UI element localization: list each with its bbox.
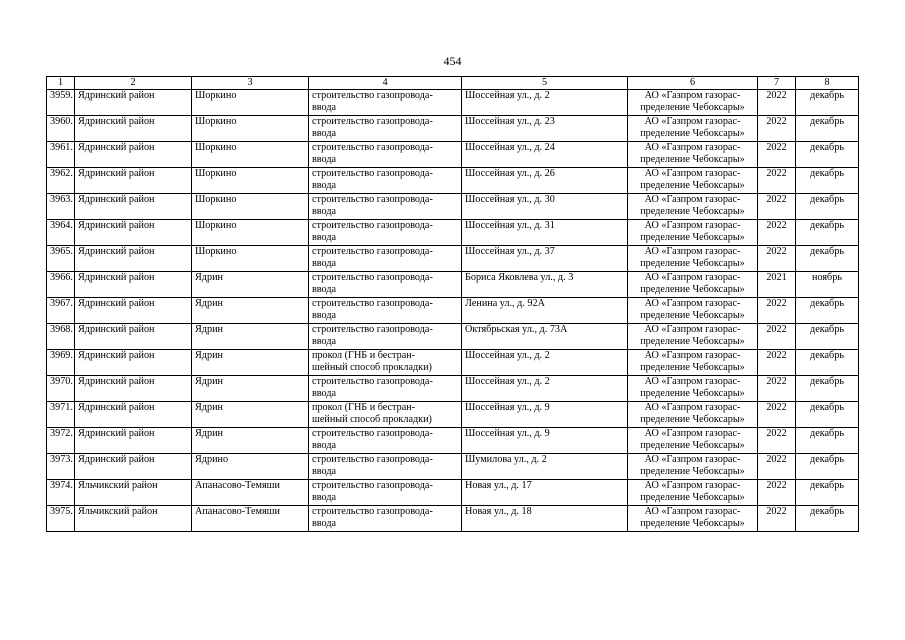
column-header-5: 5: [462, 77, 628, 90]
organization-cell-line-1: АО «Газпром газорас-: [644, 194, 741, 205]
table-row: [47, 246, 859, 272]
table-row: [47, 324, 859, 350]
organization-cell: [628, 168, 758, 194]
year-cell: 2022: [758, 142, 796, 168]
organization-cell: [628, 454, 758, 480]
month-cell: декабрь: [796, 194, 859, 220]
work-type-cell-line-1: строительство газопровода-: [312, 298, 433, 309]
work-type-cell: [309, 272, 462, 298]
work-type-cell: [309, 324, 462, 350]
district-cell: Ядринский район: [75, 272, 192, 298]
organization-cell-line-2: пределение Чебоксары»: [640, 414, 745, 426]
work-type-cell-line-2: ввода: [312, 336, 337, 348]
organization-cell-line-2: пределение Чебоксары»: [640, 362, 745, 374]
organization-cell: [628, 350, 758, 376]
work-type-cell: [309, 506, 462, 532]
year-cell: 2022: [758, 194, 796, 220]
year-cell: 2022: [758, 454, 796, 480]
row-number: 3969.: [47, 350, 75, 376]
district-cell: Ядринский район: [75, 168, 192, 194]
row-number: 3974.: [47, 480, 75, 506]
work-type-cell-line-2: ввода: [312, 128, 337, 140]
work-type-cell: [309, 350, 462, 376]
work-type-cell-line-2: ввода: [312, 466, 337, 478]
settlement-cell: Шоркино: [192, 194, 309, 220]
address-cell: Новая ул., д. 18: [462, 506, 628, 532]
year-cell: 2022: [758, 168, 796, 194]
organization-cell: [628, 480, 758, 506]
address-cell: Бориса Яковлева ул., д. 3: [462, 272, 628, 298]
organization-cell-line-2: пределение Чебоксары»: [640, 492, 745, 504]
month-cell: декабрь: [796, 402, 859, 428]
work-type-cell: [309, 428, 462, 454]
organization-cell-line-2: пределение Чебоксары»: [640, 284, 745, 296]
address-cell: Шоссейная ул., д. 31: [462, 220, 628, 246]
year-cell: 2022: [758, 298, 796, 324]
organization-cell-line-1: АО «Газпром газорас-: [644, 298, 741, 309]
month-cell: декабрь: [796, 90, 859, 116]
table-body: [47, 90, 859, 532]
work-type-cell-line-1: строительство газопровода-: [312, 116, 433, 127]
settlement-cell: Ядрино: [192, 454, 309, 480]
district-cell: Яльчикский район: [75, 506, 192, 532]
organization-cell-line-2: пределение Чебоксары»: [640, 154, 745, 166]
district-cell: Ядринский район: [75, 350, 192, 376]
work-type-cell-line-1: строительство газопровода-: [312, 220, 433, 231]
organization-cell-line-2: пределение Чебоксары»: [640, 466, 745, 478]
organization-cell-line-2: пределение Чебоксары»: [640, 440, 745, 452]
settlement-cell: Ядрин: [192, 376, 309, 402]
year-cell: 2022: [758, 116, 796, 142]
organization-cell-line-1: АО «Газпром газорас-: [644, 324, 741, 335]
row-number: 3962.: [47, 168, 75, 194]
settlement-cell: Шоркино: [192, 220, 309, 246]
year-cell: 2022: [758, 90, 796, 116]
month-cell: декабрь: [796, 350, 859, 376]
address-cell: Шоссейная ул., д. 9: [462, 428, 628, 454]
district-cell: Ядринский район: [75, 402, 192, 428]
district-cell: Ядринский район: [75, 454, 192, 480]
registry-table: [46, 76, 859, 532]
district-cell: Ядринский район: [75, 194, 192, 220]
address-cell: Шоссейная ул., д. 24: [462, 142, 628, 168]
work-type-cell-line-1: строительство газопровода-: [312, 376, 433, 387]
organization-cell: [628, 506, 758, 532]
column-header-6: 6: [628, 77, 758, 90]
work-type-cell-line-2: ввода: [312, 154, 337, 166]
column-header-1: 1: [47, 77, 75, 90]
work-type-cell-line-2: шейный способ прокладки): [312, 362, 432, 374]
organization-cell-line-1: АО «Газпром газорас-: [644, 428, 741, 439]
work-type-cell-line-2: ввода: [312, 206, 337, 218]
district-cell: Ядринский район: [75, 90, 192, 116]
settlement-cell: Шоркино: [192, 116, 309, 142]
column-header-2: 2: [75, 77, 192, 90]
organization-cell-line-1: АО «Газпром газорас-: [644, 376, 741, 387]
month-cell: декабрь: [796, 116, 859, 142]
work-type-cell: [309, 480, 462, 506]
organization-cell-line-2: пределение Чебоксары»: [640, 180, 745, 192]
work-type-cell-line-1: прокол (ГНБ и бестран-: [312, 402, 416, 413]
table-row: [47, 142, 859, 168]
table-row: [47, 194, 859, 220]
row-number: 3966.: [47, 272, 75, 298]
organization-cell: [628, 116, 758, 142]
district-cell: Ядринский район: [75, 220, 192, 246]
settlement-cell: Шоркино: [192, 168, 309, 194]
row-number: 3967.: [47, 298, 75, 324]
work-type-cell: [309, 402, 462, 428]
month-cell: декабрь: [796, 480, 859, 506]
address-cell: Шоссейная ул., д. 9: [462, 402, 628, 428]
organization-cell-line-2: пределение Чебоксары»: [640, 518, 745, 530]
work-type-cell-line-2: ввода: [312, 232, 337, 244]
row-number: 3960.: [47, 116, 75, 142]
settlement-cell: Шоркино: [192, 142, 309, 168]
work-type-cell-line-2: ввода: [312, 180, 337, 192]
organization-cell-line-1: АО «Газпром газорас-: [644, 220, 741, 231]
row-number: 3965.: [47, 246, 75, 272]
organization-cell: [628, 298, 758, 324]
work-type-cell-line-2: ввода: [312, 440, 337, 452]
organization-cell-line-1: АО «Газпром газорас-: [644, 142, 741, 153]
settlement-cell: Ядрин: [192, 350, 309, 376]
column-header-7: 7: [758, 77, 796, 90]
work-type-cell-line-1: строительство газопровода-: [312, 272, 433, 283]
address-cell: Октябрьская ул., д. 73А: [462, 324, 628, 350]
row-number: 3968.: [47, 324, 75, 350]
work-type-cell-line-1: строительство газопровода-: [312, 324, 433, 335]
year-cell: 2021: [758, 272, 796, 298]
year-cell: 2022: [758, 376, 796, 402]
settlement-cell: Апанасово-Темяши: [192, 480, 309, 506]
settlement-cell: Ядрин: [192, 298, 309, 324]
organization-cell: [628, 272, 758, 298]
year-cell: 2022: [758, 324, 796, 350]
row-number: 3973.: [47, 454, 75, 480]
table-row: [47, 220, 859, 246]
row-number: 3963.: [47, 194, 75, 220]
organization-cell-line-1: АО «Газпром газорас-: [644, 116, 741, 127]
year-cell: 2022: [758, 428, 796, 454]
district-cell: Яльчикский район: [75, 480, 192, 506]
row-number: 3972.: [47, 428, 75, 454]
address-cell: Шоссейная ул., д. 2: [462, 90, 628, 116]
work-type-cell-line-1: строительство газопровода-: [312, 454, 433, 465]
organization-cell-line-2: пределение Чебоксары»: [640, 336, 745, 348]
work-type-cell-line-1: прокол (ГНБ и бестран-: [312, 350, 416, 361]
month-cell: декабрь: [796, 376, 859, 402]
work-type-cell-line-1: строительство газопровода-: [312, 428, 433, 439]
settlement-cell: Ядрин: [192, 272, 309, 298]
settlement-cell: Шоркино: [192, 90, 309, 116]
month-cell: ноябрь: [796, 272, 859, 298]
table-row: [47, 116, 859, 142]
work-type-cell-line-1: строительство газопровода-: [312, 168, 433, 179]
organization-cell: [628, 246, 758, 272]
organization-cell-line-2: пределение Чебоксары»: [640, 232, 745, 244]
address-cell: Новая ул., д. 17: [462, 480, 628, 506]
organization-cell-line-2: пределение Чебоксары»: [640, 310, 745, 322]
work-type-cell: [309, 246, 462, 272]
work-type-cell-line-2: шейный способ прокладки): [312, 414, 432, 426]
year-cell: 2022: [758, 480, 796, 506]
organization-cell: [628, 376, 758, 402]
table-row: [47, 428, 859, 454]
work-type-cell-line-1: строительство газопровода-: [312, 194, 433, 205]
work-type-cell: [309, 298, 462, 324]
table-row: [47, 480, 859, 506]
address-cell: Шоссейная ул., д. 23: [462, 116, 628, 142]
work-type-cell: [309, 454, 462, 480]
organization-cell-line-1: АО «Газпром газорас-: [644, 350, 741, 361]
organization-cell-line-1: АО «Газпром газорас-: [644, 90, 741, 101]
address-cell: Шоссейная ул., д. 30: [462, 194, 628, 220]
table-row: [47, 402, 859, 428]
organization-cell: [628, 428, 758, 454]
work-type-cell-line-2: ввода: [312, 284, 337, 296]
month-cell: декабрь: [796, 246, 859, 272]
work-type-cell-line-2: ввода: [312, 388, 337, 400]
address-cell: Шоссейная ул., д. 2: [462, 350, 628, 376]
district-cell: Ядринский район: [75, 142, 192, 168]
row-number: 3970.: [47, 376, 75, 402]
organization-cell-line-1: АО «Газпром газорас-: [644, 402, 741, 413]
work-type-cell: [309, 168, 462, 194]
work-type-cell-line-2: ввода: [312, 310, 337, 322]
organization-cell: [628, 402, 758, 428]
month-cell: декабрь: [796, 168, 859, 194]
work-type-cell-line-1: строительство газопровода-: [312, 90, 433, 101]
organization-cell-line-2: пределение Чебоксары»: [640, 128, 745, 140]
year-cell: 2022: [758, 402, 796, 428]
table-row: [47, 90, 859, 116]
table-row: [47, 454, 859, 480]
settlement-cell: Ядрин: [192, 402, 309, 428]
organization-cell-line-1: АО «Газпром газорас-: [644, 168, 741, 179]
work-type-cell-line-2: ввода: [312, 518, 337, 530]
organization-cell-line-1: АО «Газпром газорас-: [644, 454, 741, 465]
work-type-cell-line-2: ввода: [312, 492, 337, 504]
month-cell: декабрь: [796, 142, 859, 168]
work-type-cell-line-1: строительство газопровода-: [312, 246, 433, 257]
column-header-8: 8: [796, 77, 859, 90]
month-cell: декабрь: [796, 454, 859, 480]
organization-cell: [628, 324, 758, 350]
work-type-cell: [309, 116, 462, 142]
organization-cell-line-1: АО «Газпром газорас-: [644, 480, 741, 491]
district-cell: Ядринский район: [75, 324, 192, 350]
organization-cell: [628, 194, 758, 220]
settlement-cell: Апанасово-Темяши: [192, 506, 309, 532]
work-type-cell-line-1: строительство газопровода-: [312, 480, 433, 491]
year-cell: 2022: [758, 220, 796, 246]
organization-cell-line-2: пределение Чебоксары»: [640, 102, 745, 114]
organization-cell-line-2: пределение Чебоксары»: [640, 388, 745, 400]
organization-cell: [628, 220, 758, 246]
column-header-3: 3: [192, 77, 309, 90]
settlement-cell: Шоркино: [192, 246, 309, 272]
month-cell: декабрь: [796, 506, 859, 532]
table-row: [47, 376, 859, 402]
page-number: 454: [443, 54, 462, 68]
district-cell: Ядринский район: [75, 116, 192, 142]
work-type-cell-line-1: строительство газопровода-: [312, 506, 433, 517]
month-cell: декабрь: [796, 324, 859, 350]
settlement-cell: Ядрин: [192, 324, 309, 350]
address-cell: Шоссейная ул., д. 26: [462, 168, 628, 194]
address-cell: Шоссейная ул., д. 37: [462, 246, 628, 272]
work-type-cell: [309, 220, 462, 246]
work-type-cell: [309, 142, 462, 168]
year-cell: 2022: [758, 246, 796, 272]
row-number: 3959.: [47, 90, 75, 116]
district-cell: Ядринский район: [75, 428, 192, 454]
work-type-cell-line-1: строительство газопровода-: [312, 142, 433, 153]
district-cell: Ядринский район: [75, 298, 192, 324]
organization-cell-line-1: АО «Газпром газорас-: [644, 272, 741, 283]
address-cell: Шумилова ул., д. 2: [462, 454, 628, 480]
year-cell: 2022: [758, 506, 796, 532]
table-row: [47, 506, 859, 532]
table-row: [47, 272, 859, 298]
header-row: [47, 77, 859, 90]
row-number: 3961.: [47, 142, 75, 168]
month-cell: декабрь: [796, 428, 859, 454]
work-type-cell: [309, 90, 462, 116]
row-number: 3975.: [47, 506, 75, 532]
work-type-cell-line-2: ввода: [312, 258, 337, 270]
organization-cell: [628, 90, 758, 116]
year-cell: 2022: [758, 350, 796, 376]
table-row: [47, 350, 859, 376]
organization-cell: [628, 142, 758, 168]
work-type-cell-line-2: ввода: [312, 102, 337, 114]
address-cell: Шоссейная ул., д. 2: [462, 376, 628, 402]
organization-cell-line-2: пределение Чебоксары»: [640, 258, 745, 270]
district-cell: Ядринский район: [75, 246, 192, 272]
column-header-4: 4: [309, 77, 462, 90]
month-cell: декабрь: [796, 220, 859, 246]
table-row: [47, 298, 859, 324]
organization-cell-line-2: пределение Чебоксары»: [640, 206, 745, 218]
district-cell: Ядринский район: [75, 376, 192, 402]
work-type-cell: [309, 194, 462, 220]
month-cell: декабрь: [796, 298, 859, 324]
organization-cell-line-1: АО «Газпром газорас-: [644, 246, 741, 257]
table-row: [47, 168, 859, 194]
row-number: 3964.: [47, 220, 75, 246]
address-cell: Ленина ул., д. 92А: [462, 298, 628, 324]
organization-cell-line-1: АО «Газпром газорас-: [644, 506, 741, 517]
work-type-cell: [309, 376, 462, 402]
row-number: 3971.: [47, 402, 75, 428]
settlement-cell: Ядрин: [192, 428, 309, 454]
